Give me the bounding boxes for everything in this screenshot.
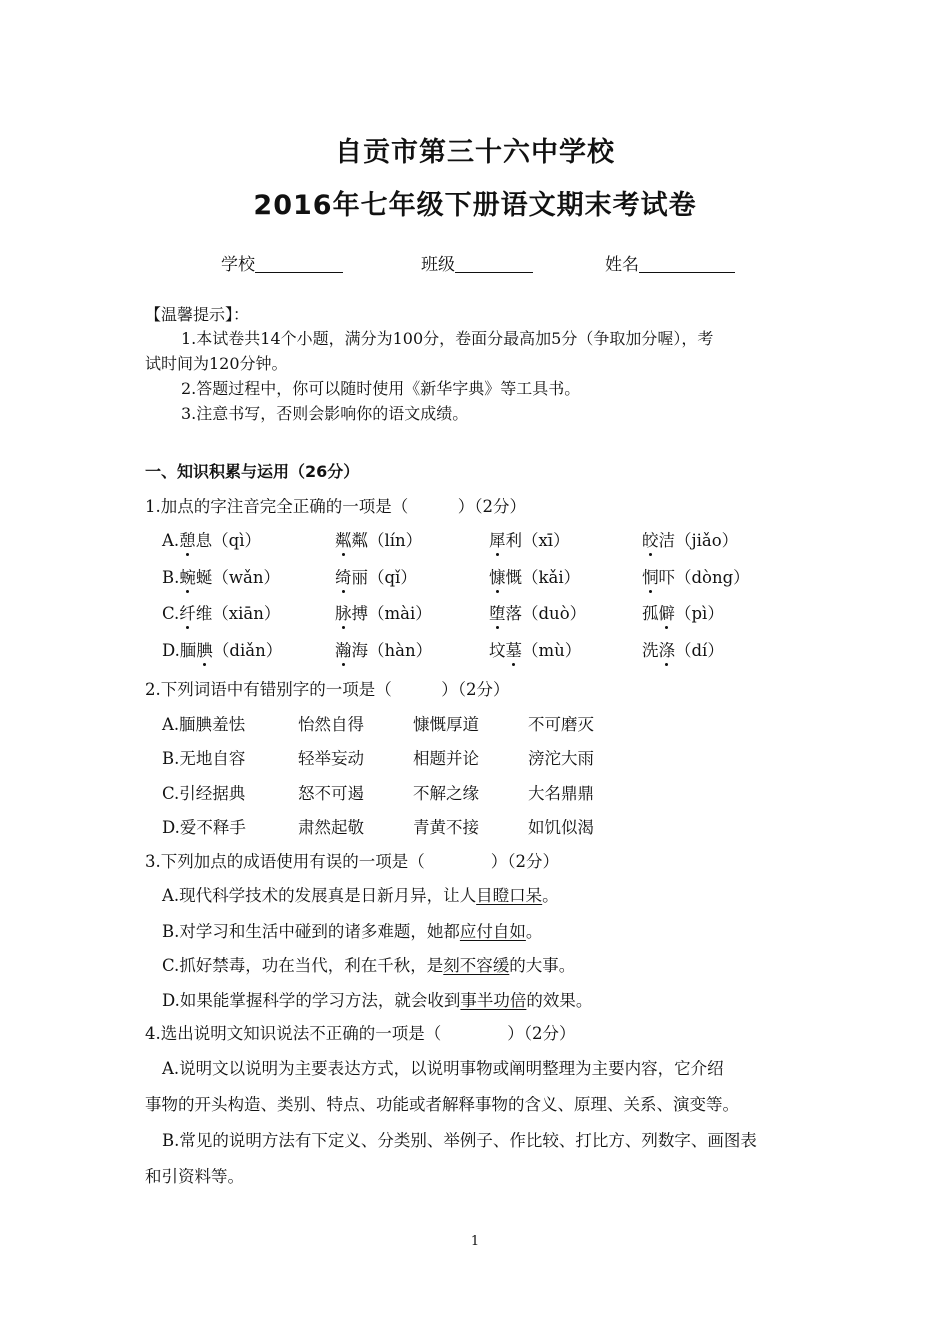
q1-dotted-char: 恫 (642, 568, 659, 587)
q2-stem: 2.下列词语中有错别字的一项是（ ）（2分） (145, 680, 510, 699)
q2-option-word: 肃然起敬 (298, 818, 364, 837)
q1-dotted-char: 脉 (335, 604, 352, 623)
q3-option-text: A.现代科学技术的发展真是日新月异，让人 (162, 886, 477, 905)
q1-dotted-char: 蜿 (179, 568, 196, 587)
q1-item-pinyin: （dí） (675, 641, 724, 660)
q3-option-tail: 。 (542, 886, 559, 905)
q1-item-text: 孤 (642, 604, 659, 623)
notice-item-1-cont: 试时间为120分钟。 (145, 354, 288, 373)
q4-option-a: A.说明文以说明为主要表达方式，以说明事物或阐明整理为主要内容，它介绍 (162, 1059, 724, 1078)
q1-dotted-char: 犀 (489, 531, 506, 550)
q3-option-tail: 的效果。 (526, 991, 593, 1010)
class-field[interactable] (421, 250, 533, 275)
q1-dotted-char: 粼 (335, 531, 352, 550)
q1-option-item (489, 564, 580, 588)
q2-option-word: 如饥似渴 (528, 818, 594, 837)
q1-dotted-char: 墓 (505, 641, 522, 660)
q1-item-pinyin: 利（xī） (505, 531, 570, 550)
q1-option-item (489, 600, 586, 624)
q1-item-text: 坟 (489, 641, 506, 660)
q2-option-word: 怒不可遏 (298, 784, 364, 803)
q1-dotted-char: 皎 (642, 531, 659, 550)
q1-dotted-char: 绮 (335, 568, 352, 587)
class-label: 班级 (421, 255, 455, 275)
q1-item-pinyin: 蜒（wǎn） (195, 568, 280, 587)
q3-option-text: C.抓好禁毒，功在当代，利在千秋，是 (162, 956, 444, 975)
q1-item-pinyin: 海（hàn） (351, 641, 433, 660)
q1-option-item (162, 637, 282, 661)
q3-underlined-idiom: 事半功倍 (460, 991, 527, 1010)
q1-option-item (642, 600, 724, 624)
q1-item-pinyin: 搏（mài） (351, 604, 432, 623)
name-blank[interactable] (639, 254, 735, 273)
q1-option-item (642, 527, 738, 551)
q2-option-word: 滂沱大雨 (528, 749, 594, 768)
q4-option-b-cont: 和引资料等。 (145, 1167, 244, 1186)
q1-item-pinyin: 落（duò） (505, 604, 587, 623)
q1-option-item (335, 527, 422, 551)
q1-dotted-char: 瀚 (335, 641, 352, 660)
q1-option-item (642, 564, 750, 588)
q4-stem: 4.选出说明文知识说法不正确的一项是（ ）（2分） (145, 1024, 576, 1043)
q1-option-item (162, 527, 261, 551)
school-title: 自贡市第三十六中学校 (335, 137, 615, 168)
q1-stem: 1.加点的字注音完全正确的一项是（ ）（2分） (145, 497, 526, 516)
school-label: 学校 (221, 255, 255, 275)
q3-option-tail: 的大事。 (509, 956, 576, 975)
q1-item-text: A. (162, 531, 180, 550)
q2-option-word: 大名鼎鼎 (528, 784, 594, 803)
q1-option-item (335, 564, 417, 588)
q3-option-text: D.如果能掌握科学的学习方法，就会收到 (162, 991, 461, 1010)
q1-option-item (489, 527, 570, 551)
q2-option-word: 慷慨厚道 (413, 715, 479, 734)
q3-underlined-idiom: 目瞪口呆 (476, 886, 543, 905)
q1-option-item (162, 564, 280, 588)
q3-option (162, 952, 575, 976)
class-blank[interactable] (455, 254, 533, 273)
q1-item-pinyin: 丽（qǐ） (351, 568, 417, 587)
notice-item-1: 1.本试卷共14个小题，满分为100分，卷面分最高加5分（争取加分喔），考 (181, 329, 714, 348)
q4-option-a-cont: 事物的开头构造、类别、特点、功能或者解释事物的含义、原理、关系、演变等。 (145, 1095, 739, 1114)
q3-underlined-idiom: 应付自如 (459, 922, 526, 941)
q1-item-text: D.腼 (162, 641, 197, 660)
notice-heading: 【温馨提示】： (145, 305, 250, 324)
q1-dotted-char: 慷 (489, 568, 506, 587)
q1-item-text: 洗 (642, 641, 659, 660)
q1-dotted-char: 憩 (179, 531, 196, 550)
q1-item-text: B. (162, 568, 180, 587)
q1-option-item (489, 637, 581, 661)
q3-option (162, 918, 542, 942)
q1-dotted-char: 僻 (658, 604, 675, 623)
q2-option-word: 相题并论 (413, 749, 479, 768)
q1-dotted-char: 堕 (489, 604, 506, 623)
q2-option-word: 轻举妄动 (298, 749, 364, 768)
q1-item-pinyin: （mù） (522, 641, 582, 660)
q1-item-pinyin: （pì） (675, 604, 724, 623)
exam-title: 2016年七年级下册语文期末考试卷 (253, 190, 697, 221)
q1-item-pinyin: 洁（jiǎo） (658, 531, 739, 550)
q4-option-b: B.常见的说明方法有下定义、分类别、举例子、作比较、打比方、列数字、画图表 (162, 1131, 757, 1150)
q1-item-pinyin: （diǎn） (212, 641, 283, 660)
q1-item-pinyin: 慨（kǎi） (505, 568, 581, 587)
q1-item-text: C. (162, 604, 180, 623)
name-label: 姓名 (605, 255, 639, 275)
name-field[interactable] (605, 250, 735, 275)
notice-item-2: 2.答题过程中，你可以随时使用《新华字典》等工具书。 (181, 379, 581, 398)
q1-option-item (642, 637, 724, 661)
q1-option-item (335, 637, 432, 661)
q3-option-text: B.对学习和生活中碰到的诸多难题，她都 (162, 922, 460, 941)
q1-item-pinyin: 粼（lín） (351, 531, 423, 550)
q2-option-word: C.引经据典 (162, 784, 246, 803)
notice-item-3: 3.注意书写，否则会影响你的语文成绩。 (181, 404, 469, 423)
school-field[interactable] (221, 250, 343, 275)
q1-item-pinyin: 吓（dòng） (658, 568, 750, 587)
q1-dotted-char: 纤 (179, 604, 196, 623)
q1-item-pinyin: 息（qì） (195, 531, 262, 550)
q1-dotted-char: 腆 (196, 641, 213, 660)
page-number: 1 (470, 1234, 480, 1249)
q2-option-word: B.无地自容 (162, 749, 246, 768)
q1-option-item (162, 600, 280, 624)
q2-option-word: 不可磨灭 (528, 715, 594, 734)
q1-item-pinyin: 维（xiān） (195, 604, 281, 623)
q2-option-word: A.腼腆羞怯 (162, 715, 246, 734)
q2-option-word: 不解之缘 (413, 784, 479, 803)
q3-stem: 3.下列加点的成语使用有误的一项是（ ）（2分） (145, 852, 559, 871)
section-1-title: 一、知识积累与运用（26分） (145, 462, 360, 481)
q1-dotted-char: 涤 (658, 641, 675, 660)
school-blank[interactable] (255, 254, 343, 273)
q3-option (162, 882, 559, 906)
q3-underlined-idiom: 刻不容缓 (443, 956, 510, 975)
q1-option-item (335, 600, 432, 624)
q3-option (162, 987, 592, 1011)
q2-option-word: D.爱不释手 (162, 818, 246, 837)
q2-option-word: 青黄不接 (413, 818, 479, 837)
q3-option-tail: 。 (525, 922, 543, 941)
q2-option-word: 怡然自得 (298, 715, 364, 734)
